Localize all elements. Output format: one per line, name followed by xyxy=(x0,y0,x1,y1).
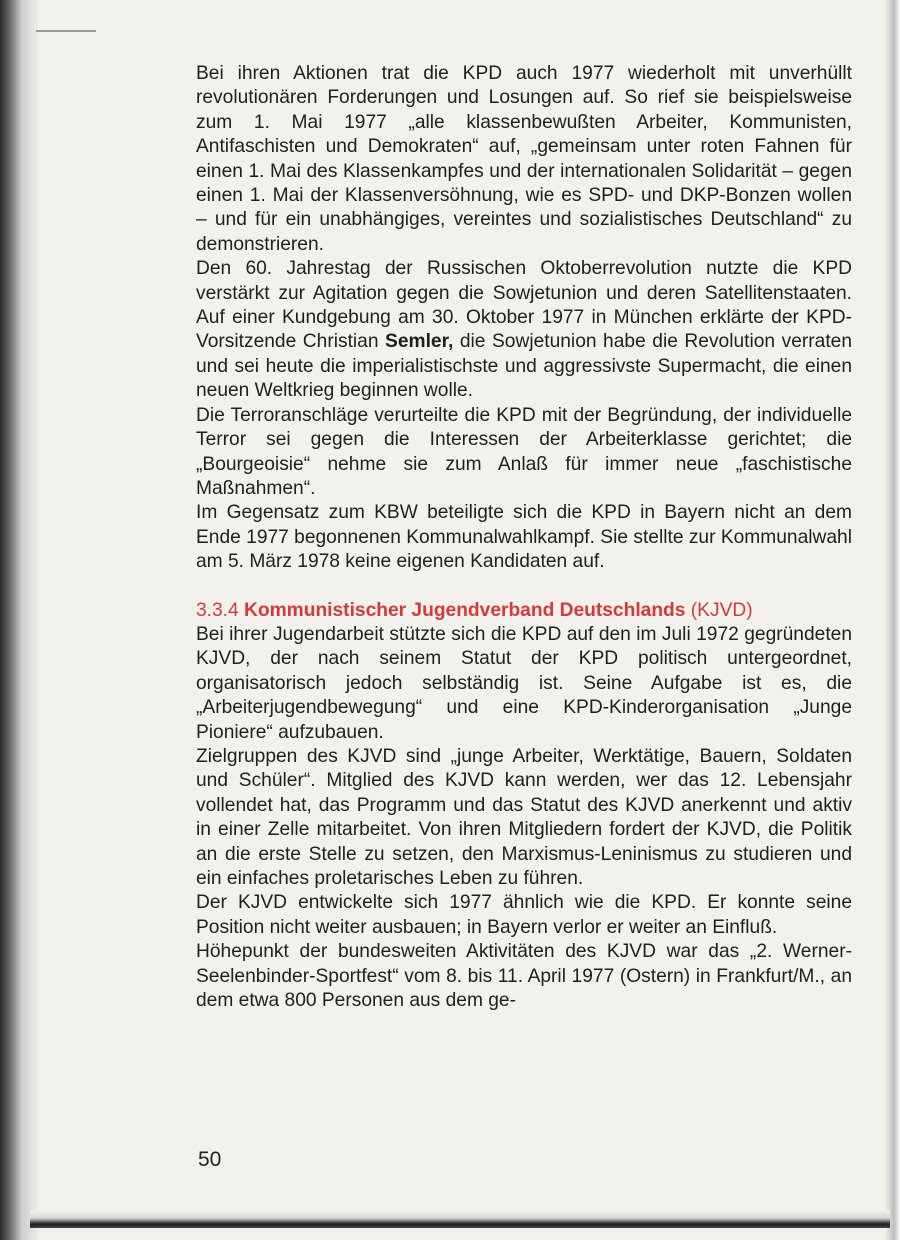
page-bottom-edge xyxy=(30,1210,890,1228)
paragraph-youth-work: Bei ihrer Jugendarbeit stützte sich die KPD auf den im Juli 1972 gegründeten KJVD, der nach seinem Statut der KPD politisch untergeordnet, organisatorisch jedoch selbständig ist. Seine Aufgabe ist es, die „Arbeiterjugendbewegung“ und eine KPD-Kinderorganisation „Junge Pioniere“ aufzubauen. xyxy=(196,623,852,743)
book-binding xyxy=(0,0,38,1240)
paragraph-development: Der KJVD entwickelte sich 1977 ähnlich wie die KPD. Er konnte seine Position nicht weiter ausbauen; in Bayern verlor er weiter an Einfluß. xyxy=(196,892,852,938)
paragraph-sports-festival: Höhepunkt der bundesweiten Aktivitäten des KJVD war das „2. Werner-Seelenbinder-Sportfest“ vom 8. bis 11. April 1977 (Ostern) in Frankfurt/M., an dem etwa 800 Personen aus dem ge- xyxy=(196,941,852,1012)
paragraph-may-day: Bei ihren Aktionen trat die KPD auch 1977 wiederholt mit unverhüllt revolutionären Forderungen und Losungen auf. So rief sie beispielsweise zum 1. Mai 1977 „alle klassenbewußten Arbeiter, Kommunisten, Antifaschisten und Demokraten“ auf, „gemeinsam unter roten Fahnen für einen 1. Mai des Klassenkampfes und der internationalen Solidarität – gegen einen 1. Mai der Klassenversöhnung, wie es SPD- und DKP-Bonzen wollen – und für ein unabhängiges, vereintes und sozialistisches Deutschland“ zu demonstrieren. xyxy=(196,63,852,255)
paragraph-text: Den 60. Jahrestag der Russischen Oktoberrevolution nutzte die KPD verstärkt zur Agitation gegen die Sowjetunion und deren Satellitenstaaten. Auf einer Kundgebung am 30. Oktober 1977 in München erklärte der KPD-Vorsitzende Christian xyxy=(196,258,852,353)
section-heading xyxy=(196,599,852,623)
bold-name: Semler, xyxy=(385,331,454,353)
page-right-edge xyxy=(886,0,900,1240)
paragraph-target-groups: Zielgruppen des KJVD sind „junge Arbeiter, Werktätige, Bauern, Soldaten und Schüler“. Mitglied des KJVD kann werden, wer das 12. Lebensjahr vollendet hat, das Programm und das Statut des KJVD anerkennt und aktiv in einer Zelle mitarbeitet. Von ihren Mitgliedern fordert der KJVD, die Politik an die erste Stelle zu setzen, den Marxismus-Leninismus zu studieren und ein einfaches proletarisches Leben zu führen. xyxy=(196,745,852,889)
section-title: Kommunistischer Jugendverband Deutschlands xyxy=(244,599,686,621)
page-number: 50 xyxy=(198,1148,222,1171)
paragraph-october-revolution xyxy=(196,257,852,403)
section-abbreviation: (KJVD) xyxy=(690,599,753,621)
paragraph-municipal-election: Im Gegensatz zum KBW beteiligte sich die KPD in Bayern nicht an dem Ende 1977 begonnenen Kommunalwahlkampf. Sie stellte zur Kommunalwahl am 5. März 1978 keine eigenen Kandidaten auf. xyxy=(196,502,852,573)
paragraph-text: die Sowjetunion habe die Revolution verraten und sei heute die imperialistischste und aggressivste Supermacht, die einen neuen Weltkrieg beginnen wolle. xyxy=(196,331,852,402)
binding-shadow xyxy=(36,30,96,32)
section-number: 3.3.4 xyxy=(196,599,239,621)
paragraph-terror: Die Terroranschläge verurteilte die KPD mit der Begründung, der individuelle Terror sei gegen die Interessen der Arbeiterklasse gerichtet; die „Bourgeoisie“ nehme sie zum Anlaß für immer neue „faschistische Maßnahmen“. xyxy=(196,404,852,499)
body-text xyxy=(196,62,852,1013)
